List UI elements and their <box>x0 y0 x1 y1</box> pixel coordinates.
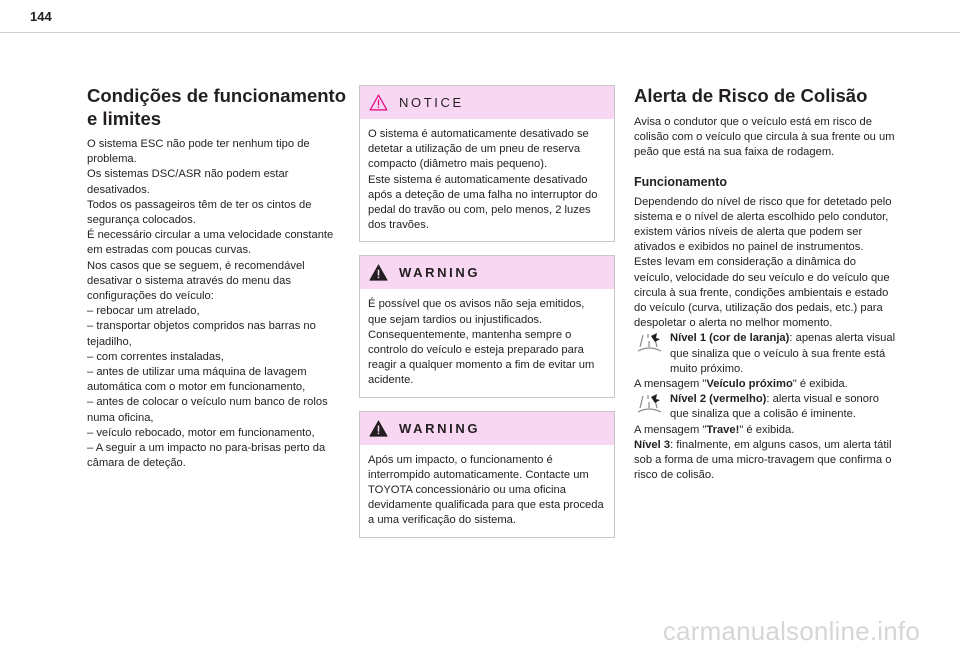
watermark: carmanualsonline.info <box>662 616 920 646</box>
message-prefix: A mensagem " <box>634 423 707 436</box>
message-text: Veículo próximo <box>706 378 793 391</box>
message-1 <box>634 377 896 392</box>
level-1-text <box>634 331 896 377</box>
notice-triangle-icon <box>369 94 388 111</box>
paragraph: O sistema ESC não pode ter nenhum tipo de problema. <box>87 138 310 166</box>
paragraph: O sistema é automaticamente desativado se detetar a utilização de um pneu de reserva compacto (diâmetro mais pequeno). <box>368 128 589 171</box>
message-suffix: " é exibida. <box>792 378 848 391</box>
operation-body <box>634 195 896 484</box>
notice-body <box>360 119 614 241</box>
level-2-description: : alerta visual e sonoro que sinaliza que a colisão é iminente. <box>670 393 879 421</box>
middle-column <box>359 85 615 551</box>
level-1-heading: Nível 1 (cor de laranja) <box>670 332 790 345</box>
list-item: – antes de colocar o veículo num banco de rolos numa oficina, <box>87 396 328 424</box>
level-3-heading: Nível 3 <box>634 438 671 451</box>
notice-header <box>360 86 614 119</box>
paragraph: Dependendo do nível de risco que for detetado pelo sistema e o nível de alerta escolhido pelo condutor, existem vários níveis de alerta que podem ser ativados e exibidos no painel de instrumentos. <box>634 195 892 254</box>
level-1-description: : apenas alerta visual que sinaliza que o veículo à sua frente está muito próximo. <box>670 332 896 375</box>
warning-triangle-icon <box>369 420 388 437</box>
notice-box <box>359 85 615 242</box>
paragraph: Este sistema é automaticamente desativado após a deteção de uma falha no interruptor do pedal do travão ou com, pelo menos, 2 luzes dos travões. <box>368 173 598 232</box>
warning-body-1 <box>360 289 614 396</box>
paragraph: Após um impacto, o funcionamento é interrompido automaticamente. Contacte um TOYOTA concessionário ou uma oficina devidamente qualificada para que esta proceda a uma verificação do sistema. <box>368 453 604 527</box>
list-item: – A seguir a um impacto no para-brisas perto da câmara de deteção. <box>87 442 326 470</box>
level-2-heading: Nível 2 (vermelho) <box>670 393 767 406</box>
conditions-body <box>87 137 349 471</box>
list-item: – rebocar um atrelado, <box>87 305 200 318</box>
warning-box-2 <box>359 411 615 538</box>
paragraph: É possível que os avisos não seja emitidos, que sejam tardios ou injustificados. Consequentemente, mantenha sempre o controlo do veículo e esteja preparado para reagir a qualquer momento a fim de evitar um acidente. <box>368 298 595 387</box>
warning-label-1: WARNING <box>399 265 481 281</box>
level-2-item <box>634 392 896 422</box>
message-2 <box>634 423 896 438</box>
warning-box-1 <box>359 255 615 397</box>
list-item: – transportar objetos compridos nas barras no tejadilho, <box>87 320 316 348</box>
list-item: – veículo rebocado, motor em funcionamento, <box>87 426 315 439</box>
right-column <box>634 84 896 483</box>
list-item: – antes de utilizar uma máquina de lavagem automática com o motor em funcionamento, <box>87 366 307 394</box>
level-2-text <box>634 392 896 422</box>
subtitle-operation: Funcionamento <box>634 174 728 189</box>
section-title-collision-alert: Alerta de Risco de Colisão <box>634 85 868 106</box>
message-suffix: " é exibida. <box>739 423 795 436</box>
section-title-conditions: Condições de funcionamento e limites <box>87 85 347 129</box>
paragraph: É necessário circular a uma velocidade constante em estradas com poucas curvas. <box>87 229 334 257</box>
level-3-text <box>634 438 896 484</box>
list-item: – com correntes instaladas, <box>87 350 224 363</box>
level-3-description: : finalmente, em alguns casos, um alerta tátil sob a forma de uma micro-travagem que confirma o risco de colisão. <box>634 438 892 482</box>
paragraph: Nos casos que se seguem, é recomendável desativar o sistema através do menu das configurações do veículo: <box>87 259 305 303</box>
paragraph: Os sistemas DSC/ASR não podem estar desativados. <box>87 168 289 196</box>
collision-alert-icon <box>634 393 664 415</box>
paragraph: Todos os passageiros têm de ter os cintos de segurança colocados. <box>87 198 312 227</box>
left-column <box>87 84 349 471</box>
level-1-item <box>634 331 896 377</box>
warning-header-1 <box>360 256 614 289</box>
warning-triangle-icon <box>369 264 388 281</box>
message-text: Trave! <box>706 423 740 436</box>
message-prefix: A mensagem " <box>634 378 707 391</box>
notice-label: NOTICE <box>399 95 464 110</box>
warning-body-2 <box>360 445 614 537</box>
collision-alert-icon <box>634 332 664 354</box>
collision-intro: Avisa o condutor que o veículo está em risco de colisão com o veículo que circula à sua frente ou um peão que está na sua faixa de rodagem. <box>634 116 895 159</box>
warning-header-2 <box>360 412 614 445</box>
warning-label-2: WARNING <box>399 420 481 436</box>
paragraph: Estes levam em consideração a dinâmica do veículo, velocidade do seu veículo e do veículo que circula à sua frente, condições ambientais e estado do veículo (curva, utilização dos pedais, etc.) para despoletar o alerta no melhor momento. <box>634 256 890 330</box>
top-divider <box>0 32 960 33</box>
page-number: 144 <box>30 9 52 24</box>
